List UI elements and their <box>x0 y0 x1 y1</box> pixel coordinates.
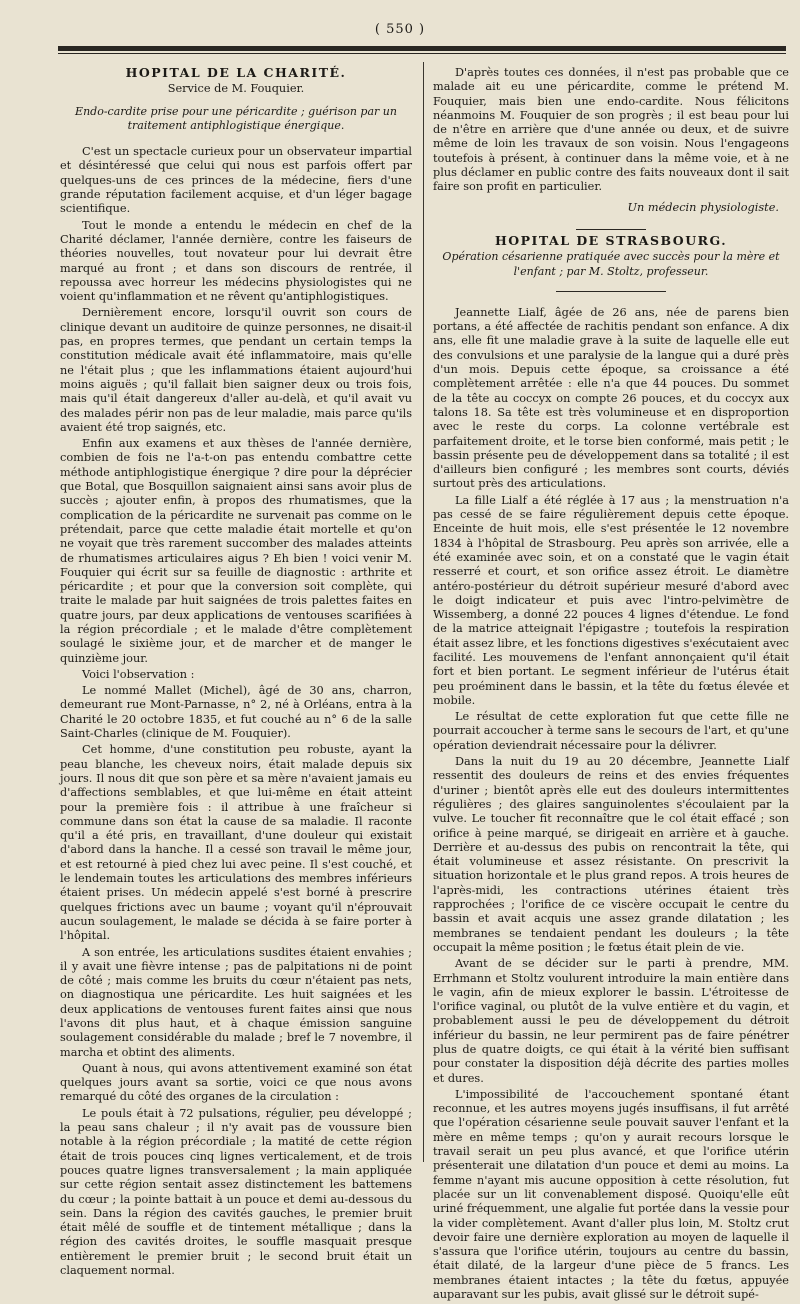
paragraph: A son entrée, les articulations susdites étaient envahies ; il y avait une fièvre intense ; pas de palpitations ni de point de côté ; mais comme les bruits du cœur n'étaient pas nets, on diagnostiqua une péricardite. Les huit saignées et les deux applications de ventouses furent faites ainsi que nous l'avons dit plus haut, et à chaque émission sanguine soulagement considérable du malade ; bref le 7 novembre, il marcha et obtint des aliments. <box>60 945 412 1059</box>
article-heading-strasbourg: HOPITAL DE STRASBOURG. <box>494 232 728 248</box>
left-column <box>60 66 412 1280</box>
paragraph: Jeannette Lialf, âgée de 26 ans, née de parens bien portans, a été affectée de rachitis pendant son enfance. A dix ans, elle fit une maladie grave à la suite de laquelle elle eut des convulsions et une paralysie de la langue qui a duré près d'un mois. Depuis cette époque, sa croissance a été complètement arrêtée : elle n'a que 44 pouces. Du sommet de la tête au coccyx on compte 26 pouces, et du coccyx aux talons 18. Sa tête est très volumineuse et en disproportion avec le reste du corps. La colonne vertébrale est parfaitement droite, et le torse bien conformé, mais petit ; le bassin présente peu de développement dans sa totalité ; il est d'ailleurs bien configuré ; les membres sont courts, déviés surtout près des articulations. <box>433 305 789 491</box>
paragraph: Dernièrement encore, lorsqu'il ouvrit son cours de clinique devant un auditoire de quinze personnes, ne disait-il pas, en propres termes, que pendant un certain temps la constitution médicale avait été inflammatoire, mais qu'elle ne l'était plus ; que les inflammations étaient aujourd'hui moins aiguës ; qu'il fallait bien saigner deux ou trois fois, mais qu'il était dangereux d'aller au-delà, et qu'il avait vu des malades périr non pas de leur maladie, mais parce qu'ils avaient été trop saignés, etc. <box>60 306 412 434</box>
signature: Un médecin physiologiste. <box>627 200 779 214</box>
paragraph: Le pouls était à 72 pulsations, régulier, peu développé ; la peau sans chaleur ; il n'y avait pas de voussure bien notable à la région précordiale ; la matité de cette région était de trois pouces cinq lignes verticalement, et de trois pouces quatre lignes transversalement ; la main appliquée sur cette région sentait assez distinctement les battemens du cœur ; la pointe battait à un pouce et demi au-dessous du sein. Dans la région des cavités gauches, le premier bruit était mêlé de souffle et de tintement métallique ; dans la région des cavités droites, le souffle masquait presque entièrement le premier bruit ; le second bruit était un claquement normal. <box>60 1106 412 1278</box>
paragraph: Le nommé Mallet (Michel), âgé de 30 ans, charron, demeurant rue Mont-Parnasse, n° 2, né à Orléans, entra à la Charité le 20 octobre 1835, et fut couché au n° 6 de la salle Saint-Charles (clinique de M. Fouquier). <box>60 684 412 741</box>
paragraph: Avant de se décider sur le parti à prendre, MM. Errhmann et Stoltz voulurent introduire la main entière dans le vagin, afin de mieux explorer le bassin. L'étroitesse de l'orifice vaginal, ou plutôt de la vulve entière et du vagin, et probablement aussi le peu de développement du détroit inférieur du bassin, ne leur permirent pas de faire pénétrer plus de quatre doigts, ce qui était à la vérité bien suffisant pour constater la disposition déjà décrite des parties molles et dures. <box>433 957 789 1085</box>
right-column <box>433 66 789 1304</box>
header-rule-thin <box>58 53 786 54</box>
separator-rule <box>576 229 646 230</box>
paragraph: Le résultat de cette exploration fut que cette fille ne pourrait accoucher à terme sans le secours de l'art, et qu'une opération deviendrait nécessaire pour la délivrer. <box>433 710 789 752</box>
paragraph: Voici l'observation : <box>82 667 195 681</box>
paragraph: La fille Lialf a été réglée à 17 aus ; la menstruation n'a pas cessé de se faire régulièrement depuis cette époque. Enceinte de huit mois, elle s'est présentée le 12 novembre 1834 à l'hôpital de Strasbourg. Peu après son arrivée, elle a été examinée avec soin, et on a constaté que le vagin était resserré et court, et son orifice assez étroit. Le diamètre antéro-postérieur du détroit supérieur mesuré d'abord avec le doigt indicateur et puis avec l'intro-pelvimètre de Wissemberg, a donné 22 pouces 4 lignes d'étendue. Le fond de la matrice atteignait l'épigastre ; toutefois la respiration était assez libre, et les fonctions digestives s'exécutaient avec facilité. Les mouvemens de l'enfant annonçaient qu'il était fort et bien portant. Le segment inférieur de l'utérus était peu proéminent dans le bassin, et la tête du fœtus élevée et mobile. <box>433 493 789 707</box>
article-subtitle: Opération césarienne pratiquée avec succès pour la mère et l'enfant ; par M. Stoltz, professeur. <box>442 250 780 278</box>
paragraph: Dans la nuit du 19 au 20 décembre, Jeannette Lialf ressentit des douleurs de reins et des envies fréquentes d'uriner ; bientôt après elle eut des douleurs intermittentes régulières ; des glaires sanguinolentes s'écoulaient par la vulve. Le toucher fit reconnaître que le col était effacé ; son orifice à peine marqué, se dirigeait en arrière et à gauche. Derrière et au-dessus des pubis on rencontrait la tête, qui était volumineuse et assez résistante. On prescrivit la situation horizontale et le plus grand repos. A trois heures de l'après-midi, les contractions utérines étaient très rapprochées ; l'orifice de ce viscère occupait le centre du bassin et avait acquis une assez grande dilatation ; les membranes se tendaient pendant les douleurs ; la tête occupait la même position ; le fœtus était plein de vie. <box>433 755 789 954</box>
column-divider <box>423 62 424 1162</box>
paragraph: Tout le monde a entendu le médecin en chef de la Charité déclamer, l'année dernière, contre les faiseurs de théories nouvelles, tout novateur pour lui devrait être marqué au front ; et dans son discours de rentrée, il repoussa avec horreur les médecins physiologistes qui ne voient qu'inflammation et ne rêvent qu'antiphlogistiques. <box>60 218 412 304</box>
paragraph: L'impossibilité de l'accouchement spontané étant reconnue, et les autres moyens jugés insuffisans, il fut arrêté que l'opération césarienne seule pouvait sauver l'enfant et la mère en même temps ; qu'on y aurait recours lorsque le travail serait un peu plus avancé, et que l'orifice utérin présenterait une dilatation d'un pouce et demi au moins. La femme n'ayant mis aucune opposition à cette résolution, fut placée sur un lit convenablement disposé. Quoiqu'elle eût uriné fréquemment, une algalie fut portée dans la vessie pour la vider complètement. Avant d'aller plus loin, M. Stoltz crut devoir faire une dernière exploration au moyen de laquelle il s'assura que l'orifice utérin, toujours au centre du bassin, était dilaté, de la largeur d'une pièce de 5 francs. Les membranes étaient intactes ; la tête du fœtus, appuyée auparavant sur les pubis, avait glissé sur le détroit supé- <box>433 1087 789 1302</box>
header-rule <box>58 46 786 51</box>
separator-rule <box>556 291 666 292</box>
paragraph: D'après toutes ces données, il n'est pas probable que ce malade ait eu une péricardite, comme le prétend M. Fouquier, mais bien une endo-cardite. Nous félicitons néanmoins M. Fouquier de son progrès ; il est beau pour lui de n'être en arrière que d'une année ou deux, et de suivre même de loin les travaux de son voisin. Nous l'engageons toutefois à présent, à continuer dans la même voie, et à ne plus déclamer en public contre des faits nouveaux dont il sait faire son profit en particulier. <box>433 66 789 194</box>
paragraph: Enfin aux examens et aux thèses de l'année dernière, combien de fois ne l'a-t-on pas entendu combattre cette méthode antiphlogistique énergique ? dire pour la déprécier que Botal, que Bosquillon saignaient ainsi sans avoir plus de succès ; ajouter enfin, à propos des rhumatismes, que la complication de la péricardite ne survenait pas comme on le prétendait, parce que cette maladie était mortelle et qu'on ne voyait que très rarement succomber des malades atteints de rhumatismes articulaires aigus ? Eh bien ! voici venir M. Fouquier qui écrit sur sa feuille de diagnostic : arthrite et péricardite ; et pour que la conversion soit complète, qui traite le malade par huit saignées de trois palettes faites en quatre jours, par deux applications de ventouses scarifiées à la région précordiale ; et le malade d'être complètement soulagé le sixième jour, et de marcher et de manger le quinzième jour. <box>60 437 412 665</box>
paragraph: Quant à nous, qui avons attentivement examiné son état quelques jours avant sa sortie, voici ce que nous avons remarqué du côté des organes de la circulation : <box>60 1061 412 1104</box>
page-number: ( 550 ) <box>374 22 426 37</box>
service-line: Service de M. Fouquier. <box>167 82 305 96</box>
article-heading-charite: HOPITAL DE LA CHARITÉ. <box>125 65 347 80</box>
article-subtitle: Endo-cardite prise pour une péricardite ; guérison par un traitement antiphlogistique énergique. <box>75 104 397 132</box>
paragraph: C'est un spectacle curieux pour un observateur impartial et désintéressé que celui qui nous est parfois offert par quelques-uns de ces princes de la médecine, fiers d'une grande réputation facilement acquise, et d'un léger bagage scientifique. <box>60 145 412 216</box>
paragraph: Cet homme, d'une constitution peu robuste, ayant la peau blanche, les cheveux noirs, était malade depuis six jours. Il nous dit que son père et sa mère n'avaient jamais eu d'affections semblables, et que lui-même en était atteint pour la première fois : il attribue à une fraîcheur si commune dans son état la cause de sa maladie. Il raconte qu'il a été pris, en travaillant, d'une douleur qui existait d'abord dans la hanche. Il a cessé son travail le même jour, et est retourné à pied chez lui avec peine. Il s'est couché, et le lendemain toutes les articulations des membres inférieurs étaient prises. Un médecin appelé s'est borné à prescrire quelques frictions avec un baume ; voyant qu'il n'éprouvait aucun soulagement, le malade se décida à se faire porter à l'hôpital. <box>60 743 412 943</box>
